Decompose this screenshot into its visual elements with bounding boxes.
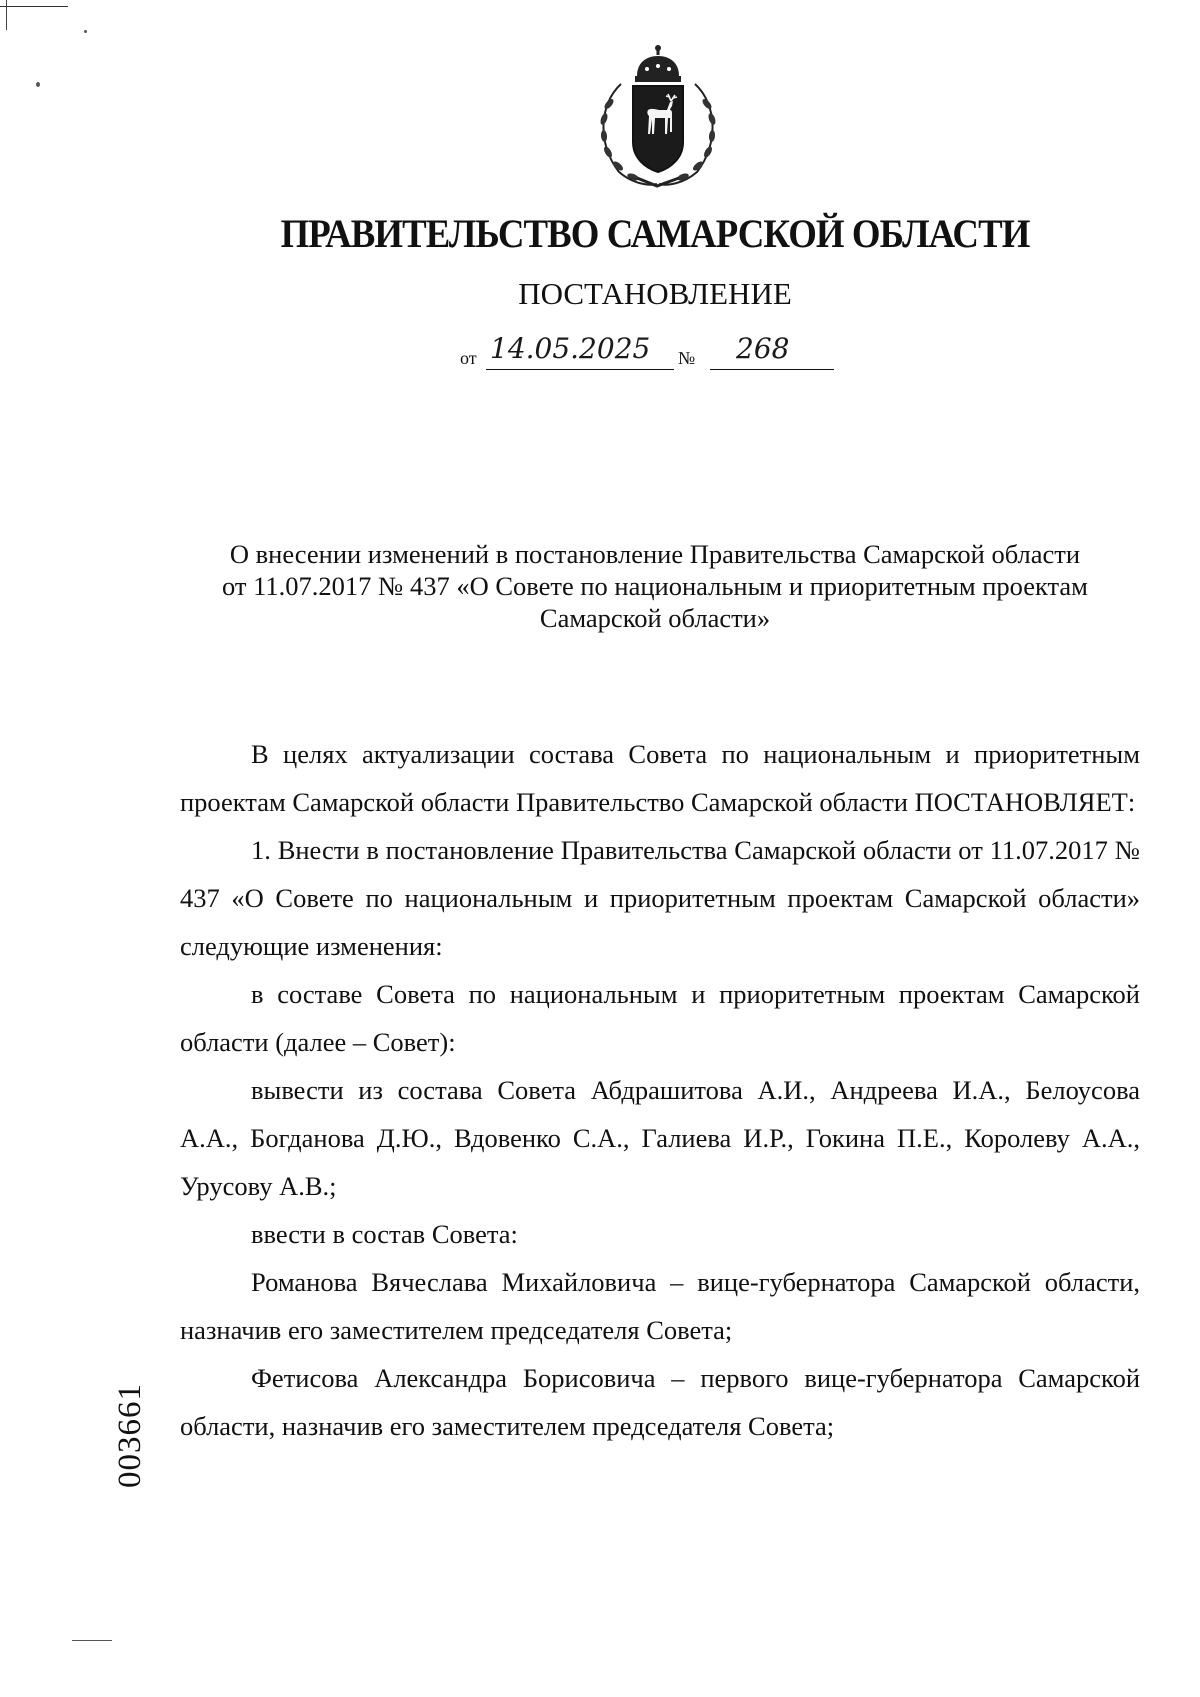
scan-speck [84, 30, 87, 33]
document-body [180, 730, 1140, 1450]
body-paragraph: Фетисова Александра Борисовича – первого вице-губернатора Самарской области, назначив его заместителем председателя Совета; [180, 1363, 1140, 1441]
subject-line: от 11.07.2017 № 437 «О Совете по национальным и приоритетным проектам [222, 571, 1088, 601]
body-paragraph: в составе Совета по национальным и приоритетным проектам Самарской области (далее – Совет): [180, 979, 1140, 1057]
document-type: ПОСТАНОВЛЕНИЕ [518, 276, 792, 311]
body-paragraph: Романова Вячеслава Михайловича – вице-губернатора Самарской области, назначив его заместителем председателя Совета; [180, 1267, 1140, 1345]
scan-speck [36, 82, 40, 87]
handwritten-number: 268 [736, 332, 790, 365]
date-underline [486, 369, 674, 370]
body-paragraph: вывести из состава Совета Абдрашитова А.И., Андреева И.А., Белоусова А.А., Богданова Д.Ю., Вдовенко С.А., Галиева И.Р., Гокина П.Е., Королеву А.А., Урусову А.В.; [180, 1075, 1140, 1201]
handwritten-date: 14.05.2025 [490, 332, 651, 365]
date-prefix: от [460, 348, 477, 368]
subject-line: Самарской области» [539, 603, 771, 633]
body-paragraph: ввести в состав Совета: [251, 1219, 518, 1249]
scan-artifact-line [72, 1640, 112, 1641]
margin-registration-number: 003661 [112, 1383, 148, 1488]
subject-line: О внесении изменений в постановление Правительства Самарской области [229, 539, 1081, 569]
scan-artifact-line [0, 6, 68, 7]
number-prefix: № [678, 348, 696, 368]
scan-artifact-line [6, 0, 7, 30]
number-underline [710, 369, 834, 370]
body-paragraph: В целях актуализации состава Совета по национальным и приоритетным проектам Самарской области Правительство Самарской области ПОСТАНОВЛЯЕТ: [180, 739, 1140, 817]
samara-coat-of-arms-icon [593, 44, 723, 190]
government-title: ПРАВИТЕЛЬСТВО САМАРСКОЙ ОБЛАСТИ [280, 211, 1030, 256]
body-paragraph: 1. Внести в постановление Правительства Самарской области от 11.07.2017 № 437 «О Совете по национальным и приоритетным проектам Самарской области» следующие изменения: [180, 835, 1140, 961]
document-subject [190, 538, 1120, 634]
